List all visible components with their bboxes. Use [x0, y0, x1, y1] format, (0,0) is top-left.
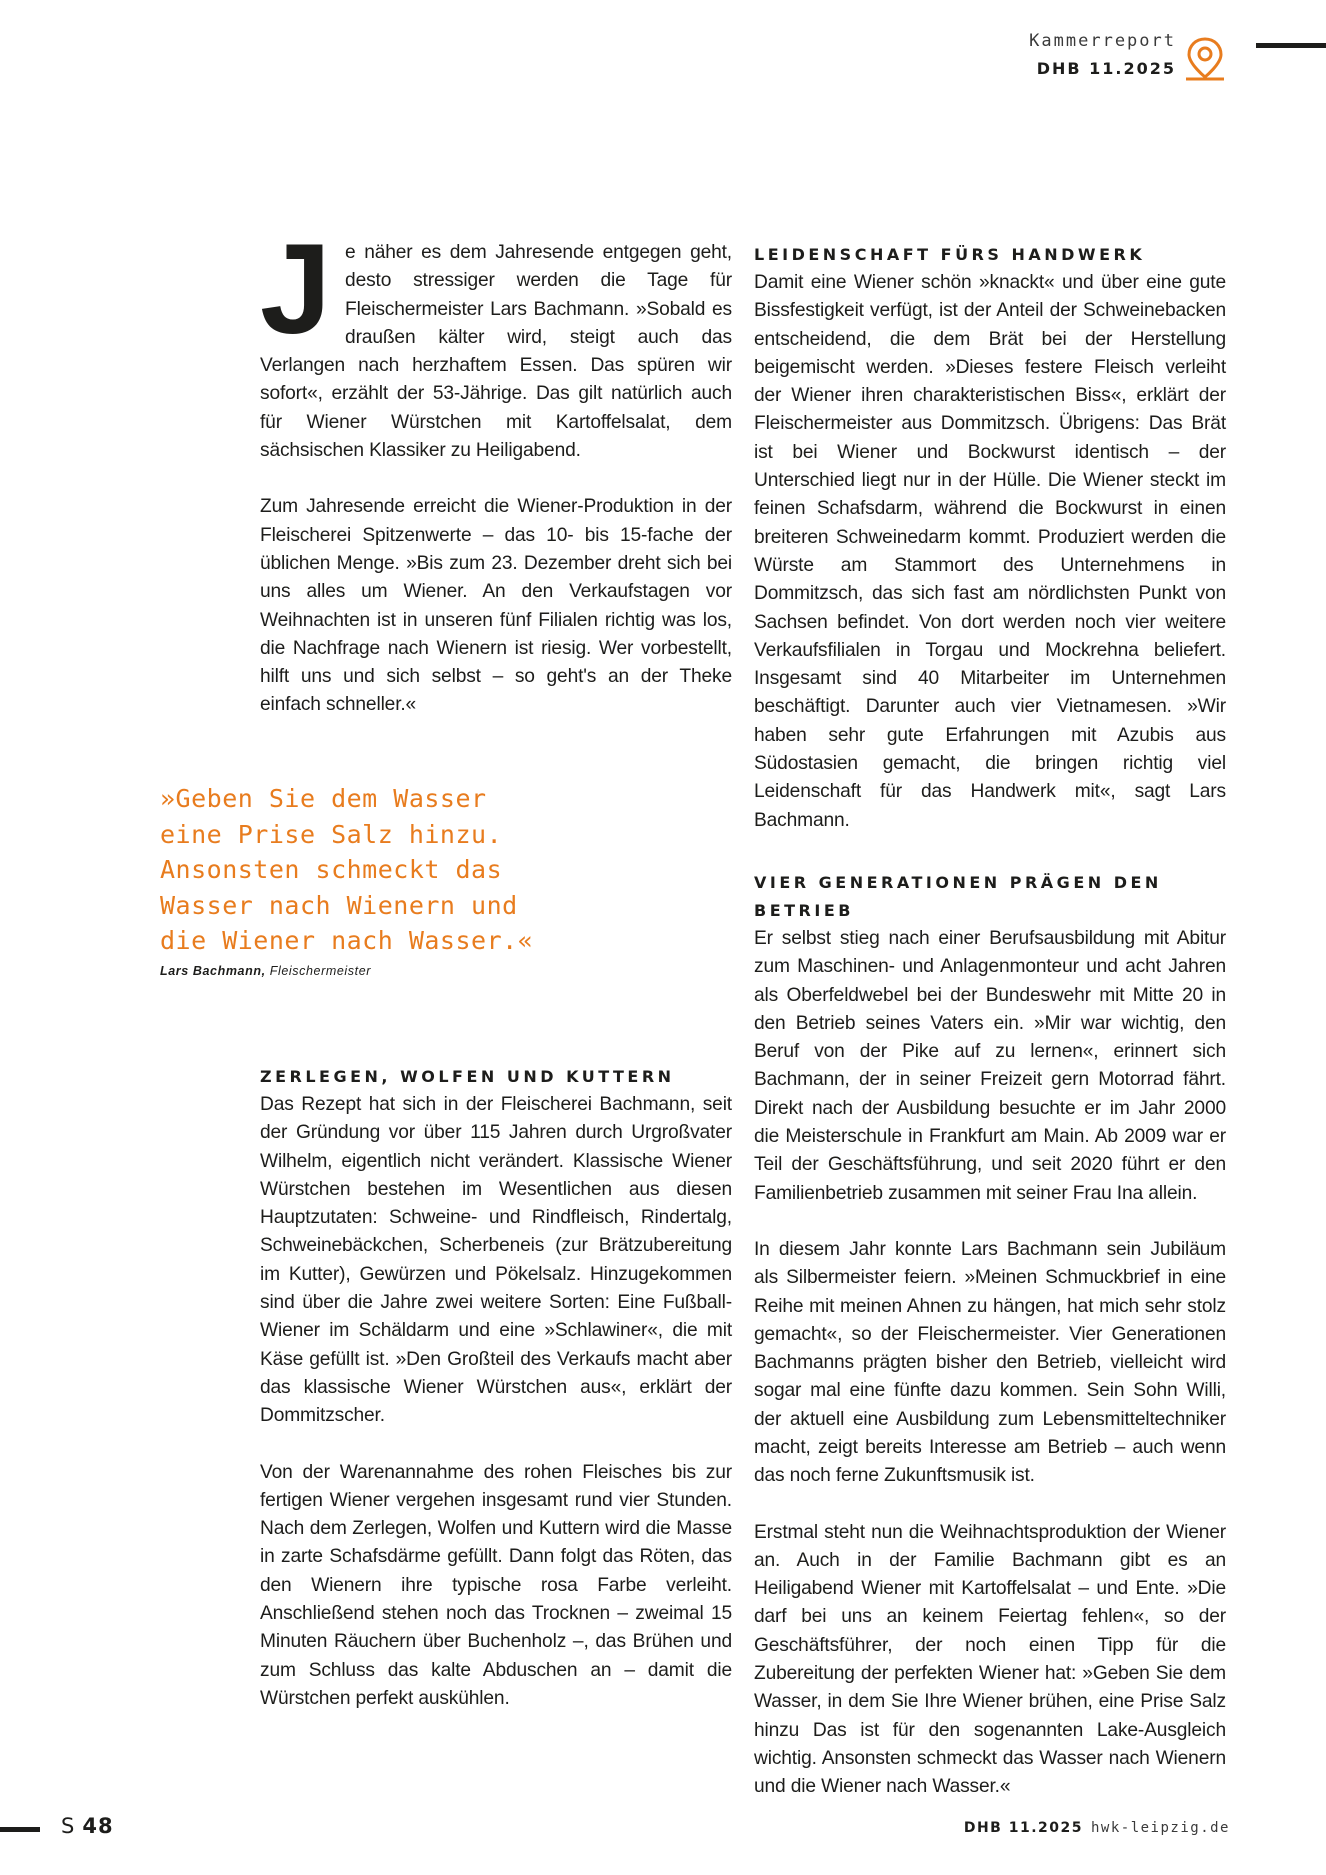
section-heading: VIER GENERATIONEN PRÄGEN DEN BETRIEB [754, 872, 1162, 920]
footer-rule [0, 1827, 40, 1832]
section-label: Kammerreport [1029, 31, 1176, 51]
section-paragraph: Von der Warenannahme des rohen Fleisches bis zur fertigen Wiener vergehen insgesamt rund vier Stunden. Nach dem Zerlegen, Wolfen und Kuttern wird die Masse in zarte Schafsdärme gefüllt. Dann folgt das Röten, das den Wienern ihre typische rosa Farbe verleiht. Anschließend stehen noch das Trocknen – zweimal 15 Minuten Räuchern über Buchenholz –, das Brühen und zum Schluss das kalte Abduschen an – damit die Würstchen perfekt auskühlen. [260, 1461, 732, 1709]
footer-meta [964, 1820, 1230, 1836]
pull-quote-line: die Wiener nach Wasser.« [160, 926, 534, 955]
pull-quote-line: Ansonsten schmeckt das [160, 855, 503, 884]
page-prefix: S [61, 1814, 76, 1838]
footer-url[interactable]: hwk-leipzig.de [1090, 1820, 1230, 1836]
quote-author: Lars Bachmann, [160, 964, 266, 978]
pull-quote [160, 781, 620, 959]
footer-issue: DHB 11.2025 [963, 1820, 1083, 1836]
dropcap: J [260, 218, 332, 361]
section-paragraph: Damit eine Wiener schön »knackt« und über eine gute Bissfestigkeit verfügt, ist der Anteil der Schweinebacken entscheidend, die dem Brät bei der Herstellung beigemischt werden. »Dieses festere Fleisch verleiht der Wiener ihren charakteristischen Biss«, erklärt der Fleischermeister aus Dommitzsch. Übrigens: Das Brät ist bei Wiener und Bockwurst identisch – der Unterschied liegt nur in der Hülle. Die Wiener steckt im feinen Schafsdarm, während die Bockwurst in einen breiteren Schweinedarm kommt. Produziert werden die Würste am Stammort des Unternehmens in Dommitzsch, das sich fast am nördlichsten Punkt von Sachsen befindet. Von dort werden noch vier weitere Verkaufsfilialen in Torgau und Mockrehna beliefert. Insgesamt sind 40 Mitarbeiter im Unternehmen beschäftigt. Darunter auch vier Vietnamesen. »Wir haben sehr gute Erfahrungen mit Azubis aus Südostasien gemacht, die bringen richtig viel Leidenschaft für das Handwerk mit«, sagt Lars Bachmann. [754, 272, 1226, 831]
section-heading: ZERLEGEN, WOLFEN UND KUTTERN [260, 1067, 675, 1086]
pull-quote-line: eine Prise Salz hinzu. [160, 819, 503, 849]
section-paragraph: Erstmal steht nun die Weihnachtsproduktion der Wiener an. Auch in der Familie Bachmann gibt es an Heiligabend Wiener mit Kartoffelsalat – und Ente. »Die darf bei uns an keinem Feiertag fehlen«, so der Geschäftsführer, der noch einen Tipp für die Zubereitung der perfekten Wiener hat: »Geben Sie dem Wasser, in dem Sie Ihre Wiener brühen, eine Prise Salz hinzu Das ist für den sogenannten Lake-Ausgleich wichtig. Ansonsten schmeckt das Wasser nach Wienern und die Wiener nach Wasser.« [754, 1521, 1226, 1798]
pull-quote-line: Wasser nach Wienern und [160, 890, 518, 920]
intro-paragraph-1: e näher es dem Jahresende entgegen geht, desto stressiger werden die Tage für Fleischermeister Lars Bachmann. »Sobald es draußen kälter wird, steigt auch das Verlangen nach herzhaftem Essen. Das spüren wir sofort«, erzählt der 53-Jährige. Das gilt natürlich auch für Wiener Würstchen mit Kartoffelsalat, dem sächsischen Klassiker zu Heiligabend. [260, 242, 732, 462]
section-paragraph: Das Rezept hat sich in der Fleischerei Bachmann, seit der Gründung vor über 115 Jahren durch Urgroßvater Wilhelm, eigentlich nicht verändert. Klassische Wiener Würstchen bestehen im Wesentlichen aus diesen Hauptzutaten: Schweine- und Rindfleisch, Rindertalg, Schweinebäckchen, Scherbeneis (zur Brätzubereitung im Kutter), Gewürzen und Pökelsalz. Hinzugekommen sind über die Jahre zwei weitere Sorten: Eine Fußball-Wiener im Schäldarm und eine »Schlawiner«, die mit Käse gefüllt ist. »Den Großteil des Verkaufs macht aber das klassische Wiener Würstchen aus«, erklärt der Dommitzscher. [260, 1094, 732, 1427]
location-pin-icon [1183, 36, 1227, 82]
article-section-1 [260, 1063, 732, 1713]
section-paragraph: Er selbst stieg nach einer Berufsausbildung mit Abitur zum Maschinen- und Anlagenmonteur und acht Jahren als Oberfeldwebel bei der Bundeswehr mit Mitte 20 in den Betrieb seines Vaters ein. »Mir war wichtig, den Beruf von der Pike auf zu lernen«, erinnert sich Bachmann, der in seiner Freizeit gern Motorrad fährt. Direkt nach der Ausbildung besuchte er im Jahr 2000 die Meisterschule in Frankfurt am Main. Ab 2009 war er Teil der Geschäftsführung, und seit 2020 führt er den Familienbetrieb zusammen mit seiner Frau Ina allein. [754, 927, 1226, 1204]
article-intro [260, 218, 732, 720]
page-number [61, 1814, 114, 1838]
section-heading: LEIDENSCHAFT FÜRS HANDWERK [754, 245, 1146, 264]
intro-paragraph-2: Zum Jahresende erreicht die Wiener-Produktion in der Fleischerei Spitzenwerte – das 10- bis 15-fache der üblichen Menge. »Bis zum 23. Dezember dreht sich bei uns alles um Wiener. An den Verkaufstagen vor Weihnachten ist in unseren fünf Filialen richtig was los, die Nachfrage nach Wienern ist riesig. Wer vorbestellt, hilft uns und sich selbst – so geht's an der Theke einfach schneller.« [260, 496, 732, 716]
page-number-value: 48 [82, 1814, 114, 1838]
section-paragraph: In diesem Jahr konnte Lars Bachmann sein Jubiläum als Silbermeister feiern. »Meinen Schmuckbrief in eine Reihe mit meinen Ahnen zu hängen, hat mich sehr stolz gemacht«, so der Fleischermeister. Vier Generationen Bachmanns prägten bisher den Betrieb, vielleicht wird sogar mal eine fünfte dazu kommen. Sein Sohn Willi, der aktuell eine Ausbildung zum Lebensmitteltechniker macht, zeigt bereits Interesse am Betrieb – auch wenn das noch ferne Zukunftsmusik ist. [754, 1238, 1226, 1487]
pull-quote-credit [160, 964, 371, 978]
article-right-column [754, 241, 1226, 1802]
issue-label: DHB 11.2025 [1036, 59, 1176, 78]
header-rule [1256, 43, 1326, 48]
pull-quote-line: »Geben Sie dem Wasser [160, 784, 487, 813]
quote-role: Fleischermeister [265, 964, 372, 978]
